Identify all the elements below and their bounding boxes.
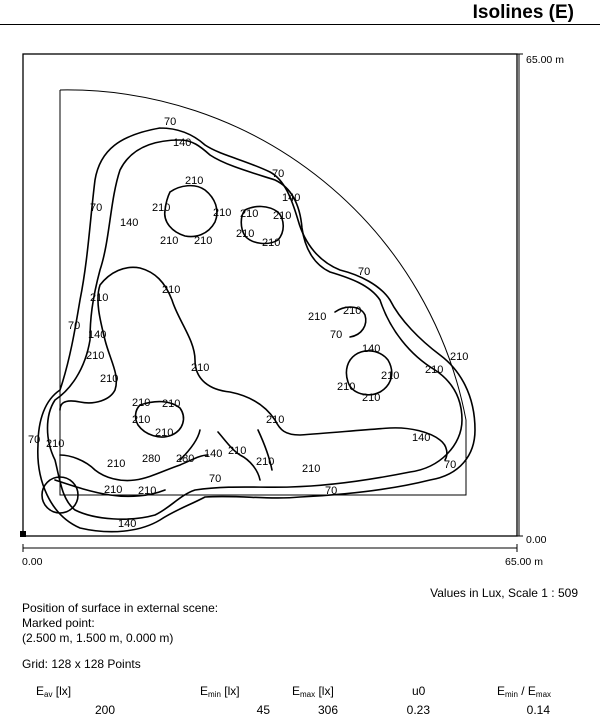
surface-outline: [60, 90, 469, 495]
marked-point: [20, 531, 26, 537]
eav-header: $E_{av}$ [lx]: [36, 684, 72, 699]
position-info-line1: Position of surface in external scene:: [22, 601, 219, 615]
contour-label: 210: [381, 370, 400, 382]
ratio-value: 0.14: [526, 703, 550, 717]
contour-label: 70: [90, 202, 103, 214]
contour-label: 140: [120, 217, 139, 229]
contour-label: 140: [118, 518, 137, 530]
y-axis-bottom-label: 0.00: [526, 534, 547, 546]
contour-label: 140: [173, 137, 192, 149]
scale-note: Values in Lux, Scale 1 : 509: [430, 586, 578, 600]
x-axis-end-label: 65.00 m: [505, 556, 543, 568]
contour-label: 210: [132, 397, 151, 409]
grid-info: Grid: 128 x 128 Points: [22, 657, 141, 671]
contour-label: 140: [204, 448, 223, 460]
contour-label: 210: [213, 207, 232, 219]
contour-label: 70: [330, 329, 343, 341]
contour-label: 70: [68, 320, 81, 332]
contour-label: 210: [236, 228, 255, 240]
contour-label: 210: [155, 427, 174, 439]
contour-label: 210: [425, 364, 444, 376]
emax-header: $E_{max}$ [lx]: [292, 684, 334, 699]
contour-label: 70: [358, 266, 371, 278]
page-title: Isolines (E): [472, 2, 574, 23]
position-info-line2: Marked point:: [22, 616, 95, 630]
contour-label: 140: [282, 192, 301, 204]
ratio-header: $E_{min} / E_{max}$: [497, 684, 552, 699]
contour-label-210-sw-a: 210: [104, 484, 123, 496]
contour-label: 70: [209, 473, 222, 485]
contour-label: 210: [337, 381, 356, 393]
contour-label: 210: [185, 175, 204, 187]
contour-label: 210: [308, 311, 327, 323]
contour-label: 210: [191, 362, 210, 374]
contour-label: 210: [302, 463, 321, 475]
contour-label: 140: [412, 432, 431, 444]
contour-label: 210: [107, 458, 126, 470]
contour-label: 210: [100, 373, 119, 385]
contour-label: 210: [90, 292, 109, 304]
contour-label: 70: [444, 459, 457, 471]
contour-label: 210: [450, 351, 469, 363]
position-info-line3: (2.500 m, 1.500 m, 0.000 m): [22, 631, 174, 645]
emin-value: 45: [256, 703, 270, 717]
contour-label: 210: [240, 208, 259, 220]
contour-label: 210: [362, 392, 381, 404]
x-axis-start-label: 0.00: [22, 556, 43, 568]
u0-value: 0.23: [406, 703, 430, 717]
contour-label: 280: [176, 453, 195, 465]
contour-label: 210: [343, 305, 362, 317]
contour-label: 210: [194, 235, 213, 247]
contour-label: 70: [164, 116, 177, 128]
emax-value: 306: [317, 703, 338, 717]
contour-label: 210: [262, 237, 281, 249]
contour-label: 210: [46, 438, 65, 450]
contour-label-210-sw-b: 210: [138, 485, 157, 497]
contour-labels: [28, 116, 468, 530]
contour-label: 70: [272, 168, 285, 180]
contour-label: 280: [142, 453, 161, 465]
contour-label: 210: [273, 210, 292, 222]
contour-label: 210: [256, 456, 275, 468]
u0-header: u0: [412, 684, 426, 698]
contour-label: 210: [86, 350, 105, 362]
isoline-210-large: [60, 267, 447, 460]
eav-value: 200: [94, 703, 115, 717]
contour-label: 70: [28, 434, 41, 446]
contour-label: 210: [152, 202, 171, 214]
contour-label: 140: [88, 329, 107, 341]
contour-label-210-mid: 210: [228, 445, 247, 457]
contour-label: 210: [266, 414, 285, 426]
contour-label: 210: [162, 398, 181, 410]
y-axis-top-label: 65.00 m: [526, 54, 564, 66]
contour-label: 210: [162, 284, 181, 296]
contour-label: 210: [160, 235, 179, 247]
isoline-210-island-a: [165, 186, 217, 237]
emin-header: $E_{min}$ [lx]: [200, 684, 240, 699]
contour-label: 210: [132, 414, 151, 426]
contour-label: 140: [362, 343, 381, 355]
contour-label: 70: [325, 485, 338, 497]
